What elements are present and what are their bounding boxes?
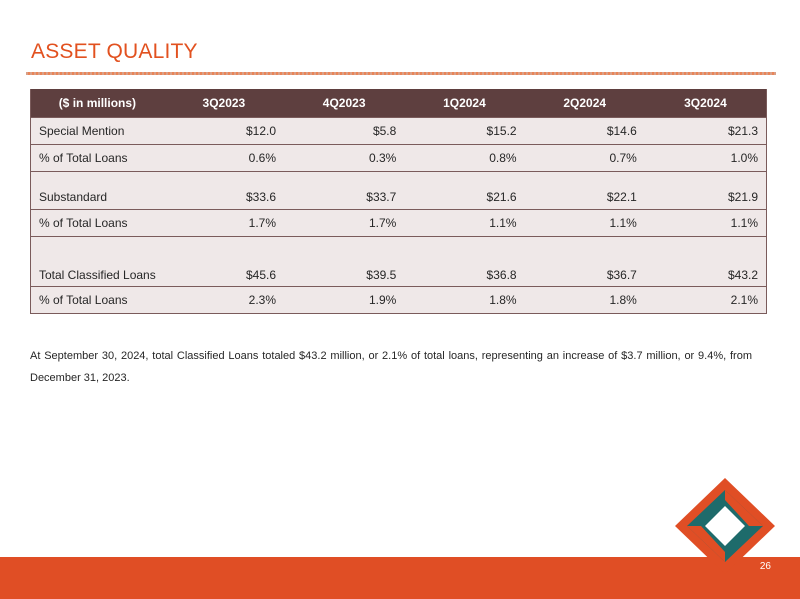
- table-row-substandard-pct: [31, 210, 767, 237]
- column-header-3q2024: 3Q2024: [645, 89, 767, 118]
- column-header-3q2023: 3Q2023: [164, 89, 284, 118]
- title-divider: [26, 72, 776, 75]
- table-cell: $33.7: [284, 172, 404, 210]
- table-cell: 1.7%: [164, 210, 284, 237]
- table-cell: 1.8%: [404, 287, 524, 314]
- column-header-4q2023: 4Q2023: [284, 89, 404, 118]
- table-cell: 0.3%: [284, 145, 404, 172]
- table-cell: 0.8%: [404, 145, 524, 172]
- table-cell: 2.1%: [645, 287, 767, 314]
- table-cell: 1.8%: [525, 287, 645, 314]
- row-label: % of Total Loans: [31, 287, 164, 314]
- table-cell: 1.1%: [525, 210, 645, 237]
- column-header-units: ($ in millions): [31, 89, 164, 118]
- row-label: Total Classified Loans: [31, 237, 164, 287]
- column-header-1q2024: 1Q2024: [404, 89, 524, 118]
- table-header-row: [31, 89, 767, 118]
- table-cell: $12.0: [164, 118, 284, 145]
- table-cell: $21.6: [404, 172, 524, 210]
- table-cell: $21.9: [645, 172, 767, 210]
- table-cell: $45.6: [164, 237, 284, 287]
- table-row-total-classified: [31, 237, 767, 287]
- table-row-special-mention-pct: [31, 145, 767, 172]
- row-label: % of Total Loans: [31, 145, 164, 172]
- row-label: Substandard: [31, 172, 164, 210]
- table-row-substandard: [31, 172, 767, 210]
- table-cell: $33.6: [164, 172, 284, 210]
- table-cell: $5.8: [284, 118, 404, 145]
- table-cell: 1.1%: [404, 210, 524, 237]
- slide-title: ASSET QUALITY: [31, 40, 198, 63]
- commentary-paragraph: At September 30, 2024, total Classified Loans totaled $43.2 million, or 2.1% of total loans, representing an increase of $3.7 million, or 9.4%, from December 31, 2023.: [30, 350, 752, 384]
- table-cell: $36.8: [404, 237, 524, 287]
- row-label: Special Mention: [31, 118, 164, 145]
- table-cell: $15.2: [404, 118, 524, 145]
- page-number: 26: [759, 561, 771, 572]
- table-cell: $43.2: [645, 237, 767, 287]
- table-cell: $21.3: [645, 118, 767, 145]
- table-cell: $36.7: [525, 237, 645, 287]
- table-cell: 0.6%: [164, 145, 284, 172]
- table-row-special-mention: [31, 118, 767, 145]
- table-cell: 2.3%: [164, 287, 284, 314]
- asset-quality-table: [30, 89, 767, 314]
- table-cell: 1.1%: [645, 210, 767, 237]
- table-cell: 0.7%: [525, 145, 645, 172]
- table-cell: $22.1: [525, 172, 645, 210]
- table-cell: 1.0%: [645, 145, 767, 172]
- column-header-2q2024: 2Q2024: [525, 89, 645, 118]
- table-row-total-classified-pct: [31, 287, 767, 314]
- row-label: % of Total Loans: [31, 210, 164, 237]
- table-cell: $14.6: [525, 118, 645, 145]
- table-cell: 1.9%: [284, 287, 404, 314]
- table-cell: 1.7%: [284, 210, 404, 237]
- table-cell: $39.5: [284, 237, 404, 287]
